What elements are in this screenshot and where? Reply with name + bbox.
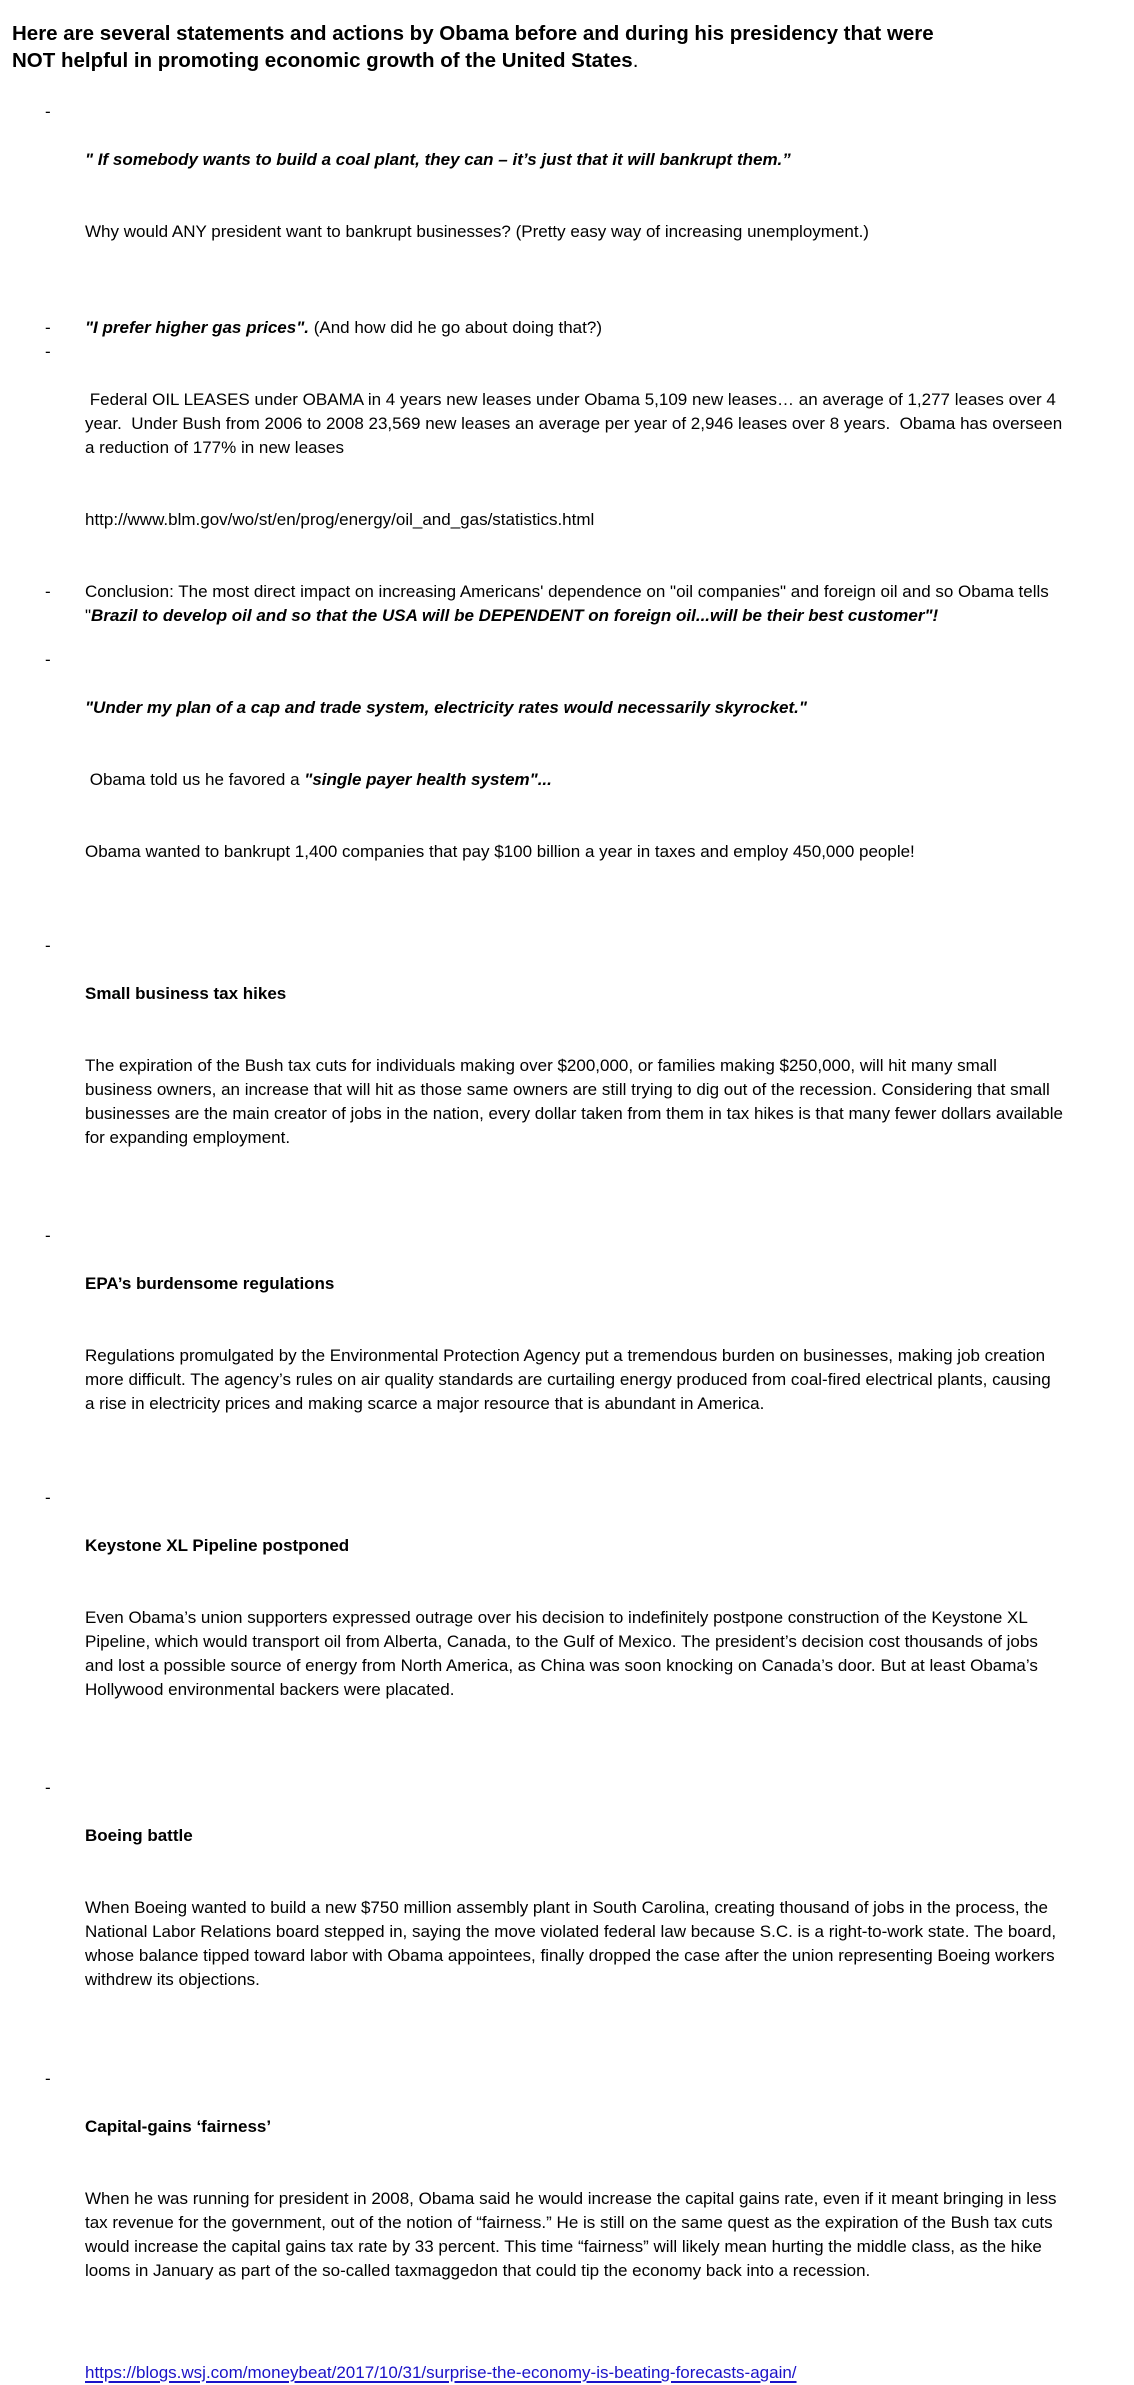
bullet-dash: -: [45, 1488, 51, 1507]
section-capital-gains: [12, 2067, 1122, 2331]
wsj-link[interactable]: https://blogs.wsj.com/moneybeat/2017/10/31/surprise-the-economy-is-beating-forecasts-again/: [85, 2363, 797, 2382]
bullet-dash: -: [45, 582, 51, 601]
gas-prices-line: "I prefer higher gas prices". (And how did he go about doing that?): [85, 318, 602, 337]
page-title-line2: NOT helpful in promoting economic growth of the United States.: [12, 49, 639, 72]
section-keystone-pipeline: [12, 1486, 1122, 1750]
bullet-dash: -: [45, 650, 51, 669]
section-title: Keystone XL Pipeline postponed: [85, 1536, 350, 1555]
section-small-business: [12, 934, 1122, 1198]
cap-trade-favored: Obama told us he favored a "single payer health system"...: [85, 770, 552, 789]
bullet-dash: -: [45, 102, 51, 121]
bullet-cap-and-trade: [12, 648, 1122, 912]
bullet-oil-leases: [12, 340, 1122, 580]
link-row: [12, 2361, 1122, 2385]
page-title-period: .: [632, 49, 639, 72]
bullet-coal-plant: [12, 100, 1122, 292]
section-title: Boeing battle: [85, 1826, 193, 1845]
oil-leases-url: http://www.blm.gov/wo/st/en/prog/energy/oil_and_gas/statistics.html: [85, 510, 595, 529]
section-epa-regulations: [12, 1224, 1122, 1464]
oil-leases-text: Federal OIL LEASES under OBAMA in 4 years new leases under Obama 5,109 new leases… an average of 1,277 leases over 4 year. Under Bush from 2006 to 2008 23,569 new leases an average per year of 2,946 leases over 8 years. Obama has overseen a reduction of 177% in new leases: [85, 390, 1067, 457]
coal-plant-quote: " If somebody wants to build a coal plant, they can – it’s just that it will bankrupt them.”: [85, 150, 791, 169]
bullet-dash: -: [45, 1226, 51, 1245]
cap-trade-quote: "Under my plan of a cap and trade system, electricity rates would necessarily skyrocket.": [85, 698, 807, 717]
bullet-dash: -: [45, 2069, 51, 2088]
bullet-dash: -: [45, 1778, 51, 1797]
coal-plant-rebuttal: Why would ANY president want to bankrupt businesses? (Pretty easy way of increasing unemployment.): [85, 222, 869, 241]
page-title: [12, 20, 1122, 74]
section-body: The expiration of the Bush tax cuts for individuals making over $200,000, or families making $250,000, will hit many small business owners, an increase that will hit as those same owners are still trying to dig out of the recession. Considering that small businesses are the main creator of jobs in the nation, every dollar taken from them in tax hikes is that many fewer dollars available for expanding employment.: [85, 1056, 1068, 1147]
conclusion-text: Conclusion: The most direct impact on increasing Americans' dependence on "oil companies" and foreign oil and so Obama tells "Brazil to develop oil and so that the USA will be DEPENDENT on foreign oil...will be their best customer"!: [85, 582, 1054, 625]
bullet-dash: -: [45, 342, 51, 361]
section-title: Capital-gains ‘fairness’: [85, 2117, 272, 2136]
bullet-gas-prices: [12, 316, 1122, 340]
bullet-dash: -: [45, 936, 51, 955]
cap-trade-bankrupt: Obama wanted to bankrupt 1,400 companies that pay $100 billion a year in taxes and employ 450,000 people!: [85, 842, 915, 861]
section-boeing-battle: [12, 1776, 1122, 2040]
bullet-conclusion: [12, 580, 1122, 628]
section-body: When he was running for president in 2008, Obama said he would increase the capital gains rate, even if it meant bringing in less tax revenue for the government, out of the notion of “fairness.” He is still on the same quest as the expiration of the Bush tax cuts would increase the capital gains tax rate by 33 percent. This time “fairness” will likely mean hurting the middle class, as the hike looms in January as part of the so-called taxmaggedon that could tip the economy back into a recession.: [85, 2189, 1062, 2280]
page-title-line1: Here are several statements and actions by Obama before and during his presidency that were: [12, 22, 934, 45]
section-body: Even Obama’s union supporters expressed outrage over his decision to indefinitely postpone construction of the Keystone XL Pipeline, which would transport oil from Alberta, Canada, to the Gulf of Mexico. The president’s decision cost thousands of jobs and lost a possible source of energy from North America, as China was soon knocking on Canada’s door. But at least Obama’s Hollywood environmental backers were placated.: [85, 1608, 1043, 1699]
section-body: When Boeing wanted to build a new $750 million assembly plant in South Carolina, creating thousand of jobs in the process, the National Labor Relations board stepped in, saying the move violated federal law because S.C. is a right-to-work state. The board, whose balance tipped toward labor with Obama appointees, finally dropped the case after the union representing Boeing workers withdrew its objections.: [85, 1898, 1061, 1989]
bullet-dash: -: [45, 318, 51, 337]
section-title: Small business tax hikes: [85, 984, 287, 1003]
section-body: Regulations promulgated by the Environmental Protection Agency put a tremendous burden on businesses, making job creation more difficult. The agency’s rules on air quality standards are curtailing energy produced from coal-fired electrical plants, causing a rise in electricity prices and making scarce a major resource that is abundant in America.: [85, 1346, 1056, 1413]
section-title: EPA’s burdensome regulations: [85, 1274, 335, 1293]
